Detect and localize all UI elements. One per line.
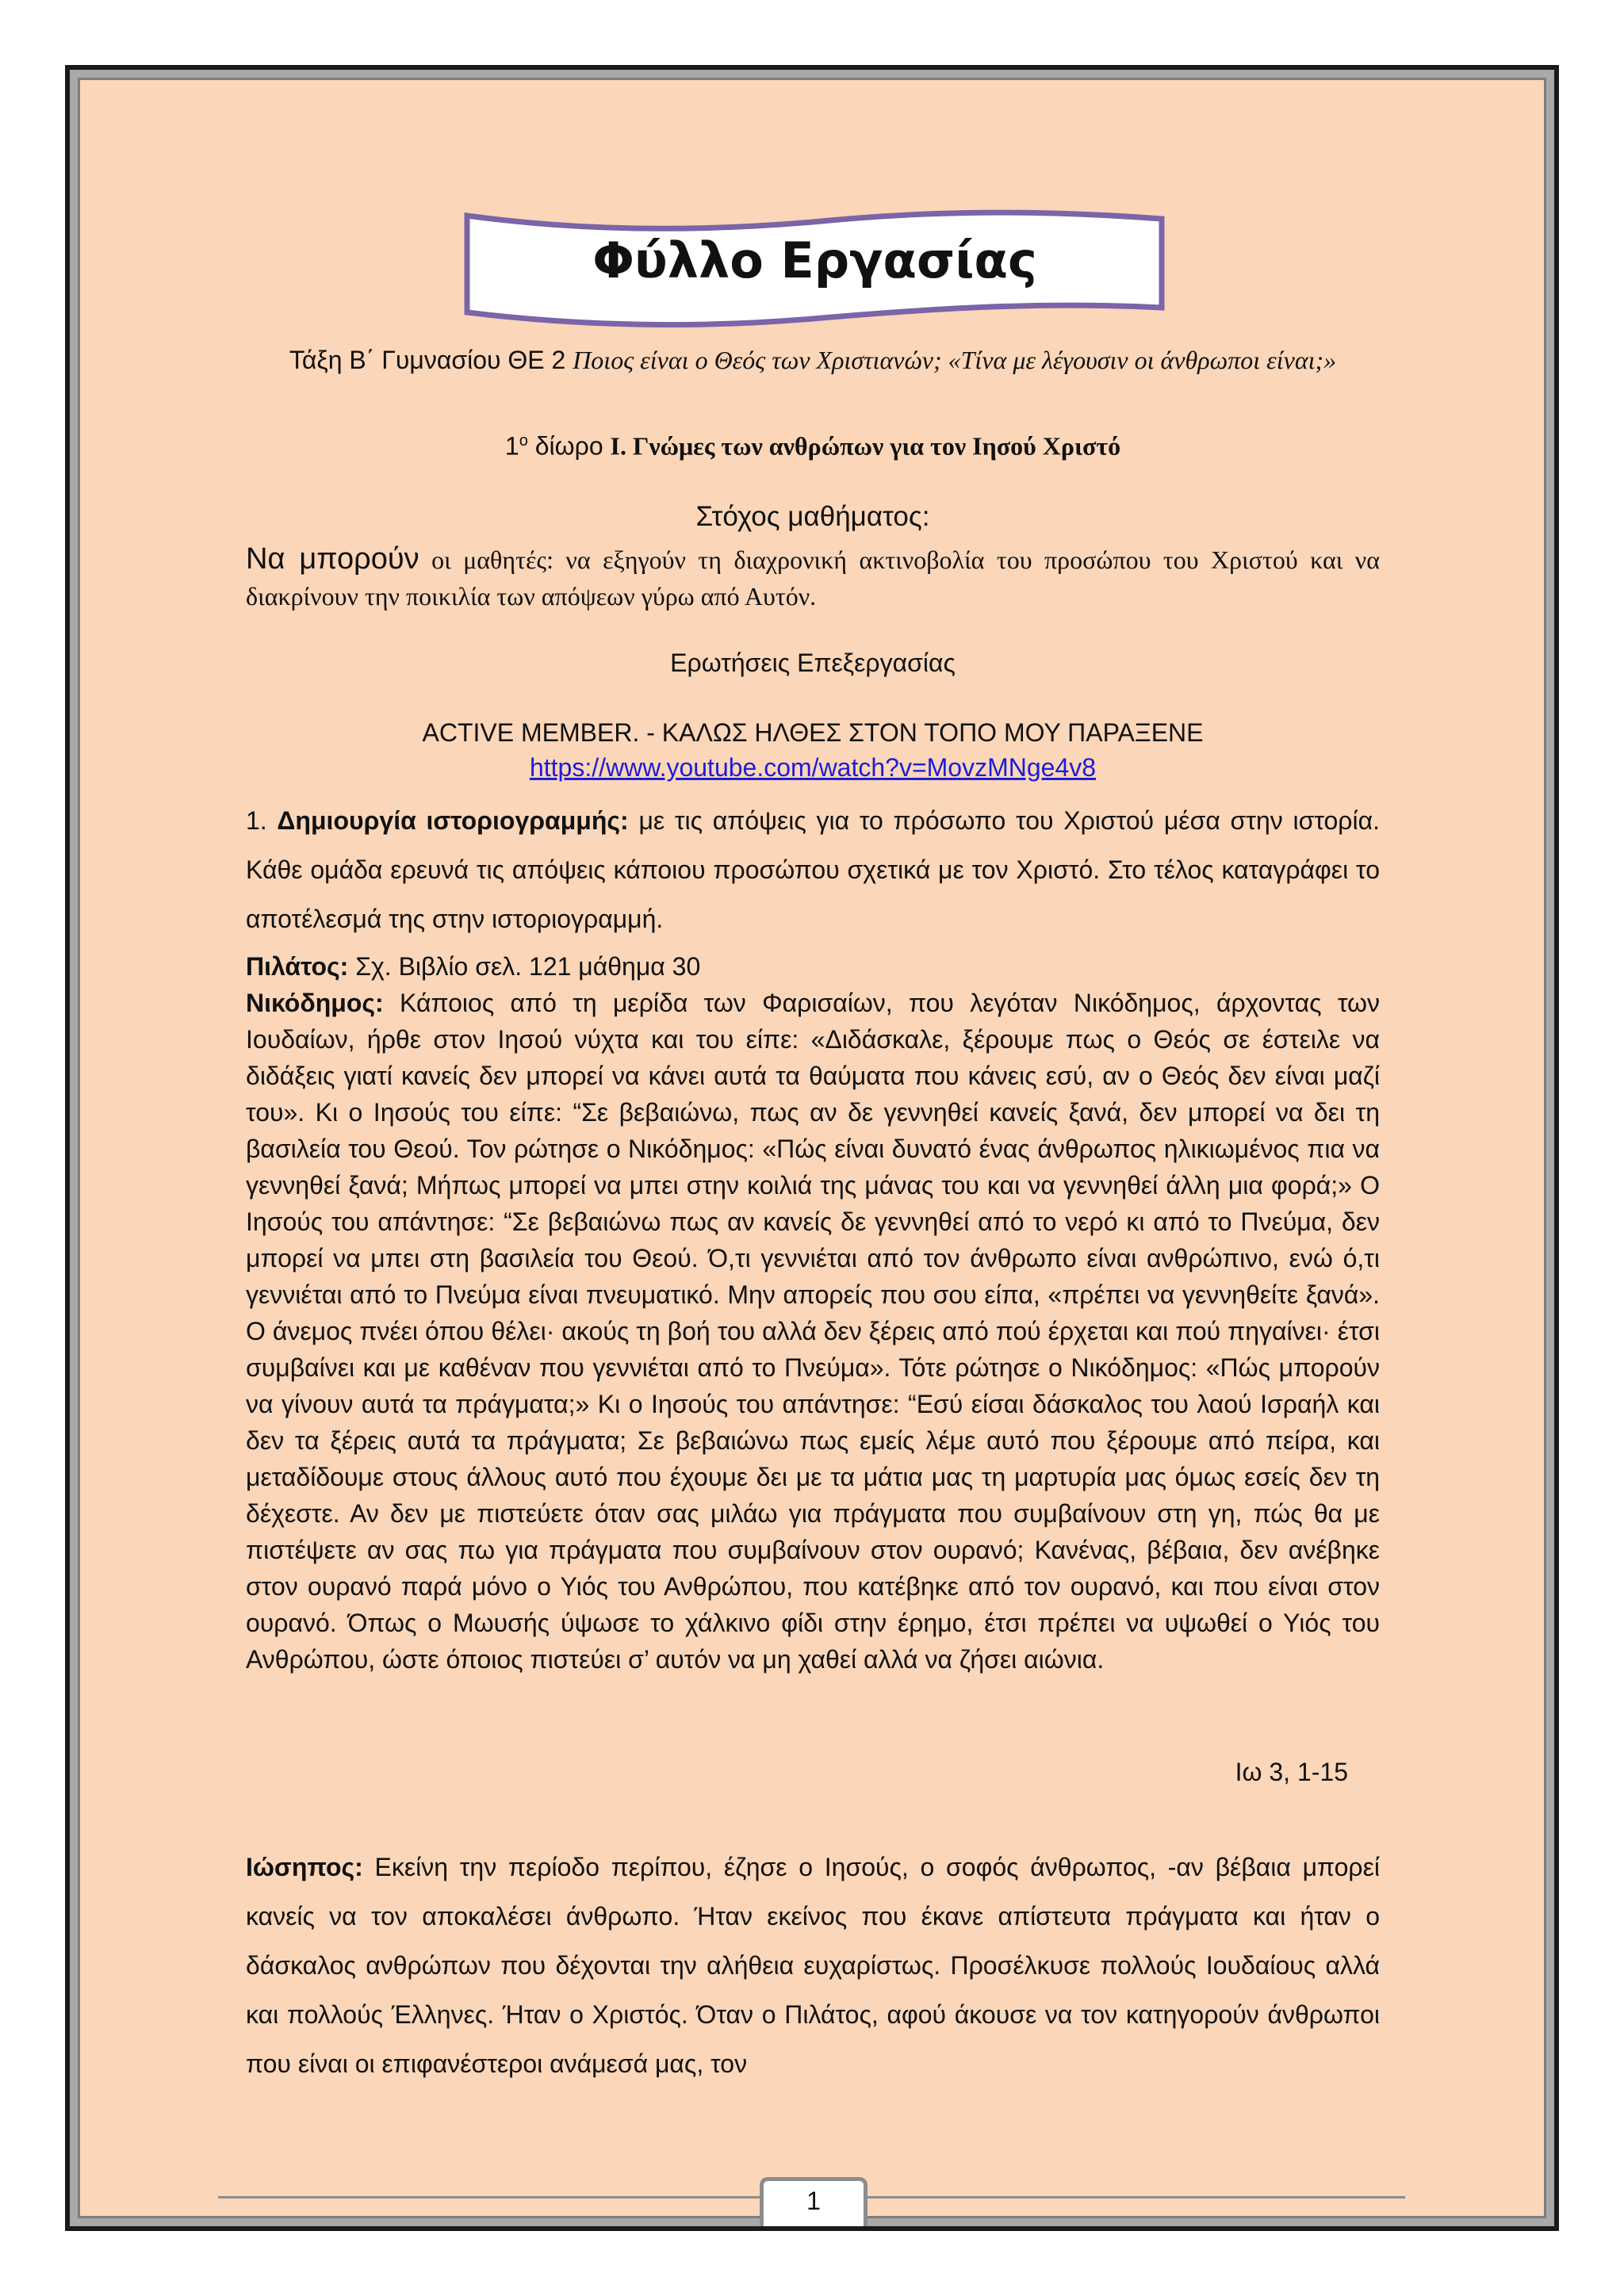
youtube-link[interactable]: https://www.youtube.com/watch?v=MovzMNge4v8	[529, 753, 1097, 782]
nicodemus-entry	[246, 985, 1380, 1678]
task-text: με τις απόψεις για το πρόσωπο του Χριστού μέσα στην ιστορία. Κάθε ομάδα ερευνά τις απόψεις κάποιου προσώπου σχετικά με τον Χριστό. Στο τέλος καταγράφει το αποτέλεσμά της στην ιστοριογραμμή.	[246, 806, 1381, 933]
class-line	[246, 341, 1380, 379]
section-heading: Ι. Γνώμες των ανθρώπων για τον Ιησού Χριστό	[610, 431, 1121, 461]
goal-text	[246, 541, 1380, 614]
task-1	[246, 796, 1380, 943]
pilate-text: Σχ. Βιβλίο σελ. 121 μάθημα 30	[348, 952, 701, 981]
class-prefix: Τάξη Β΄ Γυμνασίου ΘΕ 2	[289, 346, 573, 374]
nicodemus-label: Νικόδημος:	[246, 989, 384, 1017]
video-title: ACTIVE MEMBER. - ΚΑΛΩΣ ΗΛΘΕΣ ΣΤΟΝ ΤΟΠΟ ΜΟΥ ΠΑΡΑΞΕΝΕ	[422, 718, 1204, 747]
pilate-entry	[246, 948, 1380, 985]
pilate-label: Πιλάτος:	[246, 952, 349, 981]
session-word: δίωρο	[527, 431, 611, 461]
josephus-label: Ιώσηπος:	[246, 1853, 363, 1881]
task-heading: Δημιουργία ιστοριογραμμής:	[277, 806, 629, 835]
session-ordinal: ο	[519, 432, 528, 450]
task-number: 1.	[246, 806, 278, 835]
session-number: 1	[504, 431, 519, 461]
page-number: 1	[806, 2187, 821, 2215]
lesson-title: Ποιος είναι ο Θεός των Χριστιανών; «Τίνα με λέγουσιν οι άνθρωποι είναι;»	[573, 346, 1337, 374]
goal-lead: Να μπορούν	[246, 542, 419, 576]
nicodemus-text: Κάποιος από τη μερίδα των Φαρισαίων, που λεγόταν Νικόδημος, άρχοντας των Ιουδαίων, ήρθε στον Ιησού νύχτα και του είπε: «Διδάσκαλε, ξέρουμε πως ο Θεός σε έστειλε να διδάξεις γιατί κανείς δεν μπορεί να κάνει αυτά τα θαύματα που κάνεις εσύ, αν ο Θεός δεν είναι μαζί του». Κι ο Ιησούς του είπε: “Σε βεβαιώνω, πως αν δε γεννηθεί κανείς ξανά, δεν μπορεί να δει τη βασιλεία του Θεού. Τον ρώτησε ο Νικόδημος: «Πώς είναι δυνατό ένας άνθρωπος ηλικιωμένος πια να γεννηθεί ξανά; Μήπως μπορεί να μπει στην κοιλιά της μάνας του και να γεννηθεί άλλη μια φορά;» Ο Ιησούς του απάντησε: “Σε βεβαιώνω πως αν κανείς δε γεννηθεί από το νερό κι από το Πνεύμα, δεν μπορεί να μπει στη βασιλεία του Θεού. Ό,τι γεννιέται από τον άνθρωπο είναι ανθρώπινο, ενώ ό,τι γεννιέται από το Πνεύμα είναι πνευματικό. Μην απορείς που σου είπα, «πρέπει να γεννηθείτε ξανά». Ο άνεμος πνέει όπου θέλει· ακούς τη βοή του αλλά δεν ξέρεις από πού έρχεται και πού πηγαίνει· έτσι συμβαίνει και με καθέναν που γεννιέται από το Πνεύμα». Τότε ρώτησε ο Νικόδημος: «Πώς μπορούν να γίνουν αυτά τα πράγματα;» Κι ο Ιησούς του απάντησε: “Εσύ είσαι δάσκαλος του λαού Ισραήλ και δεν τα ξέρεις αυτά τα πράγματα; Σε βεβαιώνω πως εμείς λέμε αυτό που ξέρουμε από πείρα, και μεταδίδουμε στους άλλους αυτό που έχουμε δει με τα μάτια μας τη μαρτυρία μας όμως εσείς δεν τη δέχεστε. Αν δεν με πιστεύετε όταν σας μιλάω για πράγματα που συμβαίνουν στη γη, πώς θα με πιστέψετε αν σας πω για πράγματα που συμβαίνουν στον ουρανό; Κανένας, βέβαια, δεν ανέβηκε στον ουρανό παρά μόνο ο Υιός του Ανθρώπου, που κατέβηκε από τον ουρανό, και που είναι στον ουρανό. Όπως ο Μωυσής ύψωσε το χάλκινο φίδι στην έρημο, έτσι πρέπει να υψωθεί ο Υιός του Ανθρώπου, ώστε όποιος πιστεύει σ’ αυτόν να μη χαθεί αλλά να ζήσει αιώνια.	[246, 989, 1380, 1674]
scripture-reference: Ιω 3, 1-15	[1235, 1758, 1348, 1786]
josephus-entry	[246, 1843, 1380, 2088]
video-link[interactable]	[246, 750, 1380, 785]
goal-body: οι μαθητές: να εξηγούν τη διαχρονική ακτινοβολία του προσώπου του Χριστού και να διακρίνουν την ποικιλία των απόψεων γύρω από Αυτόν.	[246, 545, 1381, 610]
questions-title: Ερωτήσεις Επεξεργασίας	[670, 649, 956, 677]
session-line	[246, 420, 1380, 467]
worksheet-title: Φύλλο Εργασίας	[592, 232, 1037, 289]
josephus-text: Εκείνη την περίοδο περίπου, έζησε ο Ιησούς, ο σοφός άνθρωπος, -αν βέβαια μπορεί κανείς να τον αποκαλέσει άνθρωπο. Ήταν εκείνος που έκανε απίστευτα πράγματα και ήταν ο δάσκαλος ανθρώπων που δέχονται την αλήθεια ευχαρίστως. Προσέλκυσε πολλούς Ιουδαίους αλλά και πολλούς Έλληνες. Ήταν ο Χριστός. Όταν ο Πιλάτος, αφού άκουσε να τον κατηγορούν άνθρωποι που είναι οι επιφανέστεροι ανάμεσά μας, τον	[246, 1853, 1380, 2078]
goal-title: Στόχος μαθήματος:	[695, 501, 930, 532]
